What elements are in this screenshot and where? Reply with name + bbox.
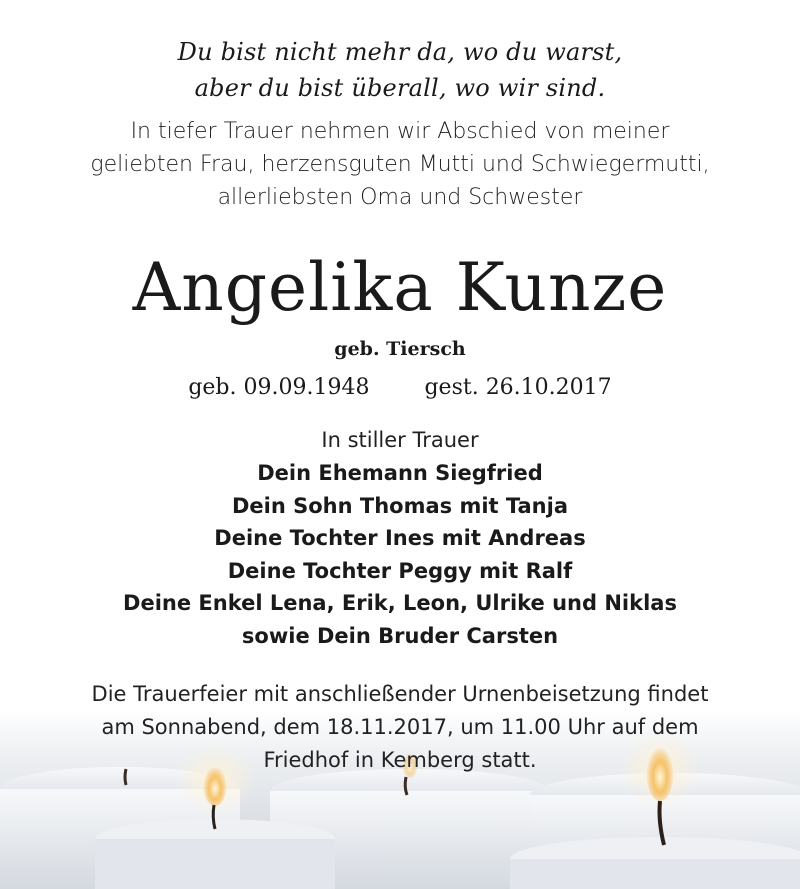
funeral-line: Friedhof in Kemberg statt. xyxy=(263,748,537,772)
quote-line: aber du bist überall, wo wir sind. xyxy=(194,74,606,102)
mourner-entry: Dein Sohn Thomas mit Tanja xyxy=(232,493,568,518)
intro-text xyxy=(0,115,800,214)
mourners-heading: In stiller Trauer xyxy=(321,428,479,452)
death-date: gest. 26.10.2017 xyxy=(424,375,612,400)
mourner-entry: Deine Tochter Peggy mit Ralf xyxy=(227,558,573,583)
life-dates xyxy=(0,372,800,404)
deceased-name: Angelika Kunze xyxy=(132,249,668,326)
quote-line: Du bist nicht mehr da, wo du warst, xyxy=(177,38,623,66)
funeral-details xyxy=(0,678,800,777)
intro-line: geliebten Frau, herzensguten Mutti und Schwiegermutti, xyxy=(90,152,710,177)
mourner-entry: Deine Enkel Lena, Erik, Leon, Ulrike und Niklas xyxy=(123,591,677,615)
funeral-line: am Sonnabend, dem 18.11.2017, um 11.00 Uhr auf dem xyxy=(101,715,699,739)
mourner-entry: Deine Tochter Ines mit Andreas xyxy=(214,526,586,550)
mourners-list xyxy=(0,457,800,652)
maiden-name: geb. Tiersch xyxy=(334,338,466,360)
memorial-quote xyxy=(0,34,800,106)
birth-date: geb. 09.09.1948 xyxy=(188,375,370,400)
intro-line: allerliebsten Oma und Schwester xyxy=(217,185,583,210)
mourner-entry: Dein Ehemann Siegfried xyxy=(257,461,543,485)
mourner-entry: sowie Dein Bruder Carsten xyxy=(241,623,559,648)
intro-line: In tiefer Trauer nehmen wir Abschied von meiner xyxy=(130,119,670,144)
funeral-line: Die Trauerfeier mit anschließender Urnenbeisetzung findet xyxy=(91,682,709,706)
